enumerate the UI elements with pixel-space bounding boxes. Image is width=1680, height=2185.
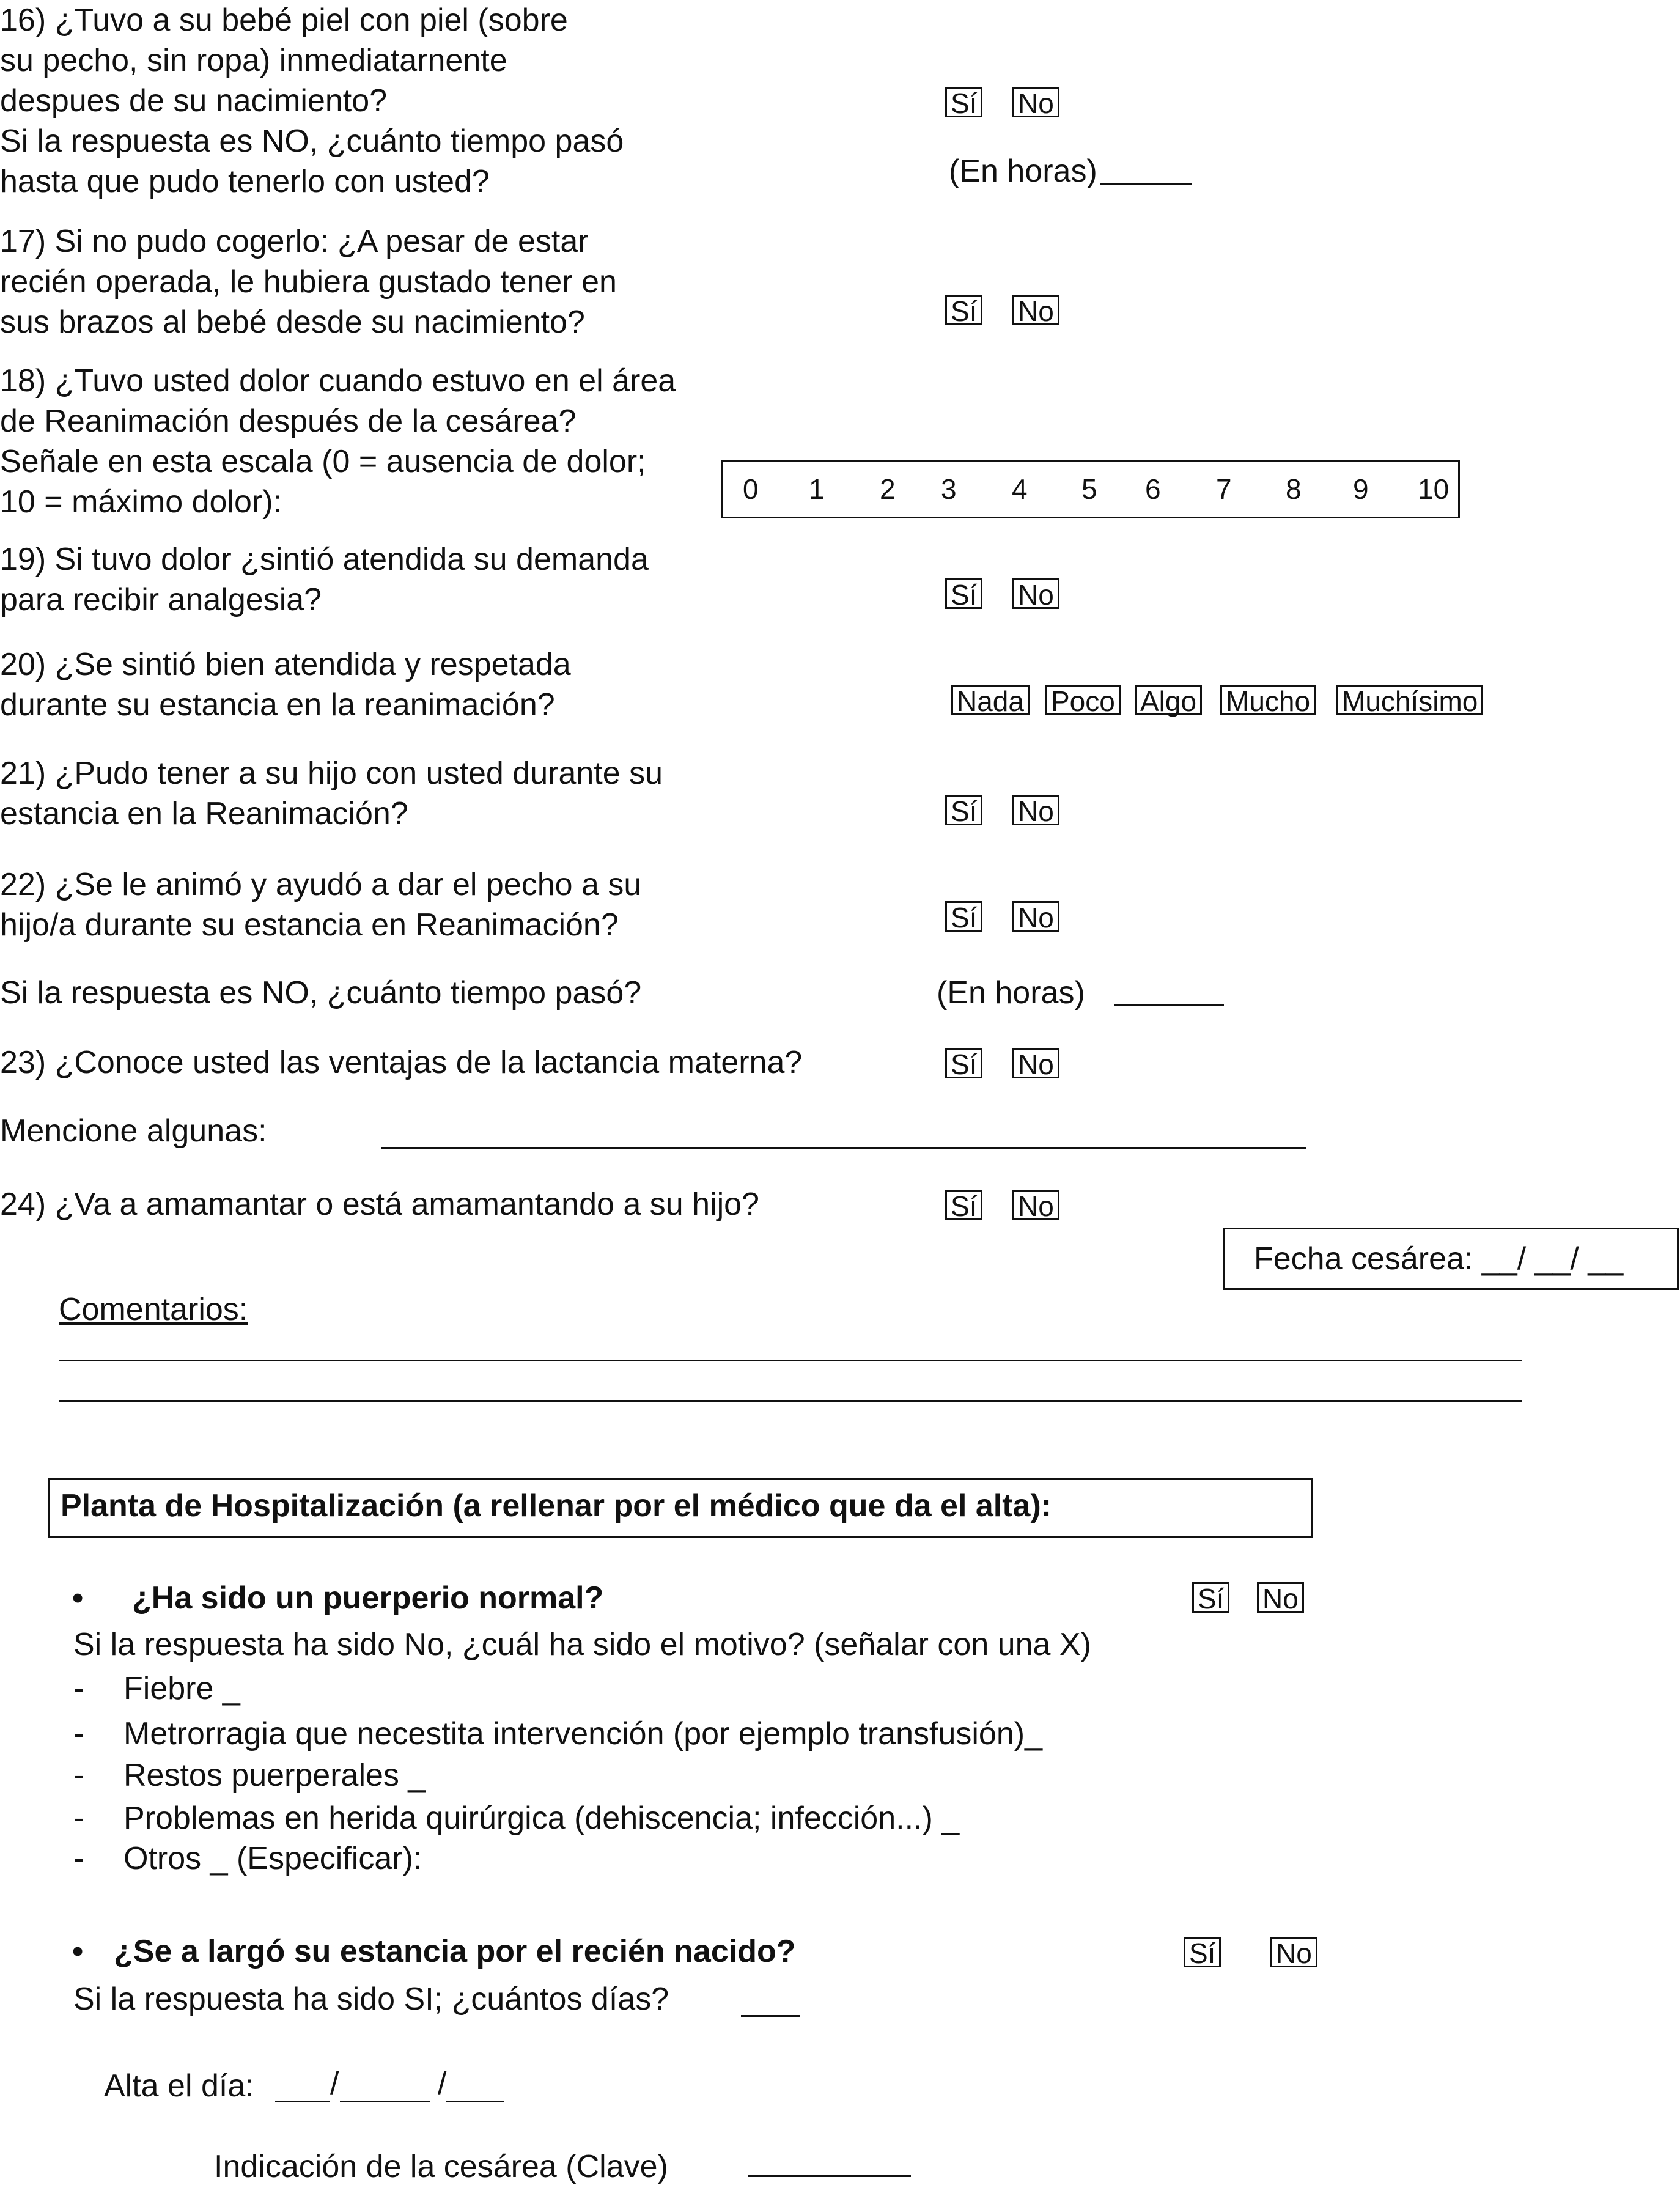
- indicacion-field[interactable]: [748, 2175, 911, 2177]
- q17-line: 17) Si no pudo cogerlo: ¿A pesar de estar: [0, 224, 589, 259]
- q18-line: 18) ¿Tuvo usted dolor cuando estuvo en el área: [0, 363, 676, 399]
- scale-1[interactable]: 1: [809, 473, 825, 505]
- planta-q1-no-checkbox[interactable]: No: [1257, 1582, 1304, 1613]
- q16-hours-label: (En horas): [949, 153, 1097, 189]
- q20-line: durante su estancia en la reanimación?: [0, 687, 555, 723]
- alta-day-field[interactable]: [275, 2101, 330, 2102]
- q20-option-algo[interactable]: Algo: [1135, 685, 1202, 715]
- q20-option-nada[interactable]: Nada: [951, 685, 1030, 715]
- planta-q2-followup: Si la respuesta ha sido SI; ¿cuántos días?: [73, 1981, 669, 2017]
- reason-restos[interactable]: Restos puerperales _: [123, 1758, 426, 1793]
- q23-mention-label: Mencione algunas:: [0, 1113, 267, 1149]
- planta-q2: ¿Se a largó su estancia por el recién nacido?: [114, 1934, 796, 1969]
- alta-slash: /: [330, 2066, 339, 2101]
- q23-yes-checkbox[interactable]: Sí: [945, 1048, 982, 1078]
- scale-8[interactable]: 8: [1286, 473, 1302, 505]
- q20-option-mucho[interactable]: Mucho: [1220, 685, 1316, 715]
- planta-header: Planta de Hospitalización (a rellenar por el médico que da el alta):: [61, 1488, 1052, 1524]
- comentarios-label: Comentarios:: [59, 1292, 248, 1327]
- q22-hours-field[interactable]: [1114, 1004, 1224, 1006]
- q17-no-checkbox[interactable]: No: [1012, 295, 1059, 325]
- q23-no-checkbox[interactable]: No: [1012, 1048, 1059, 1078]
- reason-herida[interactable]: Problemas en herida quirúrgica (dehiscencia; infección...) _: [123, 1800, 960, 1836]
- q17-line: sus brazos al bebé desde su nacimiento?: [0, 304, 585, 340]
- indicacion-label: Indicación de la cesárea (Clave): [214, 2149, 668, 2184]
- q18-line: de Reanimación después de la cesárea?: [0, 403, 577, 439]
- q22-line: 22) ¿Se le animó y ayudó a dar el pecho a su: [0, 867, 642, 902]
- q22-followup: Si la respuesta es NO, ¿cuánto tiempo pasó?: [0, 975, 642, 1011]
- q16-line: 16) ¿Tuvo a su bebé piel con piel (sobre: [0, 2, 568, 38]
- q21-yes-checkbox[interactable]: Sí: [945, 795, 982, 825]
- question-23: 23) ¿Conoce usted las ventajas de la lactancia materna?: [0, 1045, 803, 1080]
- reason-fiebre[interactable]: Fiebre _: [123, 1671, 240, 1706]
- q24-no-checkbox[interactable]: No: [1012, 1190, 1059, 1220]
- q19-no-checkbox[interactable]: No: [1012, 578, 1059, 609]
- q17-yes-checkbox[interactable]: Sí: [945, 295, 982, 325]
- alta-year-field[interactable]: [446, 2101, 504, 2102]
- q18-line: Señale en esta escala (0 = ausencia de dolor;: [0, 444, 646, 479]
- q16-yes-checkbox[interactable]: Sí: [945, 87, 982, 117]
- planta-q1-yes-checkbox[interactable]: Sí: [1192, 1582, 1229, 1613]
- fecha-cesarea-label[interactable]: Fecha cesárea: __/ __/ __: [1254, 1241, 1624, 1277]
- q21-no-checkbox[interactable]: No: [1012, 795, 1059, 825]
- q19-yes-checkbox[interactable]: Sí: [945, 578, 982, 609]
- scale-4[interactable]: 4: [1012, 473, 1028, 505]
- q20-line: 20) ¿Se sintió bien atendida y respetada: [0, 647, 571, 682]
- scale-3[interactable]: 3: [941, 473, 957, 505]
- q22-line: hijo/a durante su estancia en Reanimación?: [0, 907, 619, 943]
- scale-10[interactable]: 10: [1418, 473, 1450, 505]
- scale-7[interactable]: 7: [1216, 473, 1232, 505]
- question-18: [0, 361, 676, 522]
- bullet: •: [72, 1934, 84, 1969]
- question-24: 24) ¿Va a amamantar o está amamantando a su hijo?: [0, 1187, 759, 1222]
- reason-otros[interactable]: Otros _ (Especificar):: [123, 1841, 422, 1876]
- q17-line: recién operada, le hubiera gustado tener en: [0, 264, 617, 300]
- planta-header-box: [48, 1478, 1313, 1538]
- q22-no-checkbox[interactable]: No: [1012, 901, 1059, 932]
- q23-mention-field[interactable]: [381, 1147, 1306, 1149]
- q16-hours-field[interactable]: [1100, 183, 1192, 185]
- alta-month-field[interactable]: [340, 2101, 430, 2102]
- scale-0[interactable]: 0: [743, 473, 759, 505]
- question-21: [0, 753, 663, 834]
- scale-9[interactable]: 9: [1353, 473, 1369, 505]
- reason-metrorragia[interactable]: Metrorragia que necestita intervención (por ejemplo transfusión)_: [123, 1716, 1042, 1752]
- q16-line: despues de su nacimiento?: [0, 83, 388, 119]
- bullet: •: [72, 1580, 84, 1616]
- dash: -: [73, 1758, 84, 1793]
- q16-line: su pecho, sin ropa) inmediatarnente: [0, 43, 507, 78]
- dash: -: [73, 1671, 84, 1706]
- alta-slash: /: [438, 2066, 447, 2101]
- scale-6[interactable]: 6: [1145, 473, 1161, 505]
- dash: -: [73, 1800, 84, 1836]
- question-17: [0, 221, 617, 342]
- q16-no-checkbox[interactable]: No: [1012, 87, 1059, 117]
- q16-line: hasta que pudo tenerlo con usted?: [0, 164, 490, 199]
- q20-option-muchisimo[interactable]: Muchísimo: [1336, 685, 1483, 715]
- comentarios-line-1[interactable]: [59, 1360, 1522, 1361]
- q16-line: Si la respuesta es NO, ¿cuánto tiempo pasó: [0, 123, 624, 159]
- scale-5[interactable]: 5: [1081, 473, 1097, 505]
- fecha-cesarea-box: [1223, 1228, 1679, 1290]
- comentarios-line-2[interactable]: [59, 1400, 1522, 1402]
- scale-2[interactable]: 2: [880, 473, 896, 505]
- question-20: [0, 644, 571, 725]
- planta-q1: ¿Ha sido un puerperio normal?: [132, 1580, 604, 1616]
- q24-yes-checkbox[interactable]: Sí: [945, 1190, 982, 1220]
- question-19: [0, 539, 649, 620]
- dash: -: [73, 1841, 84, 1876]
- dias-field[interactable]: [741, 2015, 800, 2017]
- q21-line: estancia en la Reanimación?: [0, 796, 408, 831]
- dash: -: [73, 1716, 84, 1752]
- planta-q1-followup: Si la respuesta ha sido No, ¿cuál ha sido el motivo? (señalar con una X): [73, 1627, 1091, 1662]
- q22-yes-checkbox[interactable]: Sí: [945, 901, 982, 932]
- planta-q2-yes-checkbox[interactable]: Sí: [1184, 1937, 1221, 1967]
- q18-line: 10 = máximo dolor):: [0, 484, 282, 520]
- q19-line: 19) Si tuvo dolor ¿sintió atendida su demanda: [0, 542, 649, 577]
- q21-line: 21) ¿Pudo tener a su hijo con usted durante su: [0, 756, 663, 791]
- question-22: [0, 864, 641, 945]
- q20-option-poco[interactable]: Poco: [1045, 685, 1121, 715]
- pain-scale: [721, 460, 1460, 518]
- planta-q2-no-checkbox[interactable]: No: [1270, 1937, 1317, 1967]
- q19-line: para recibir analgesia?: [0, 582, 322, 617]
- alta-label: Alta el día:: [104, 2068, 254, 2104]
- q22-hours-label: (En horas): [937, 975, 1085, 1011]
- question-16: [0, 0, 624, 202]
